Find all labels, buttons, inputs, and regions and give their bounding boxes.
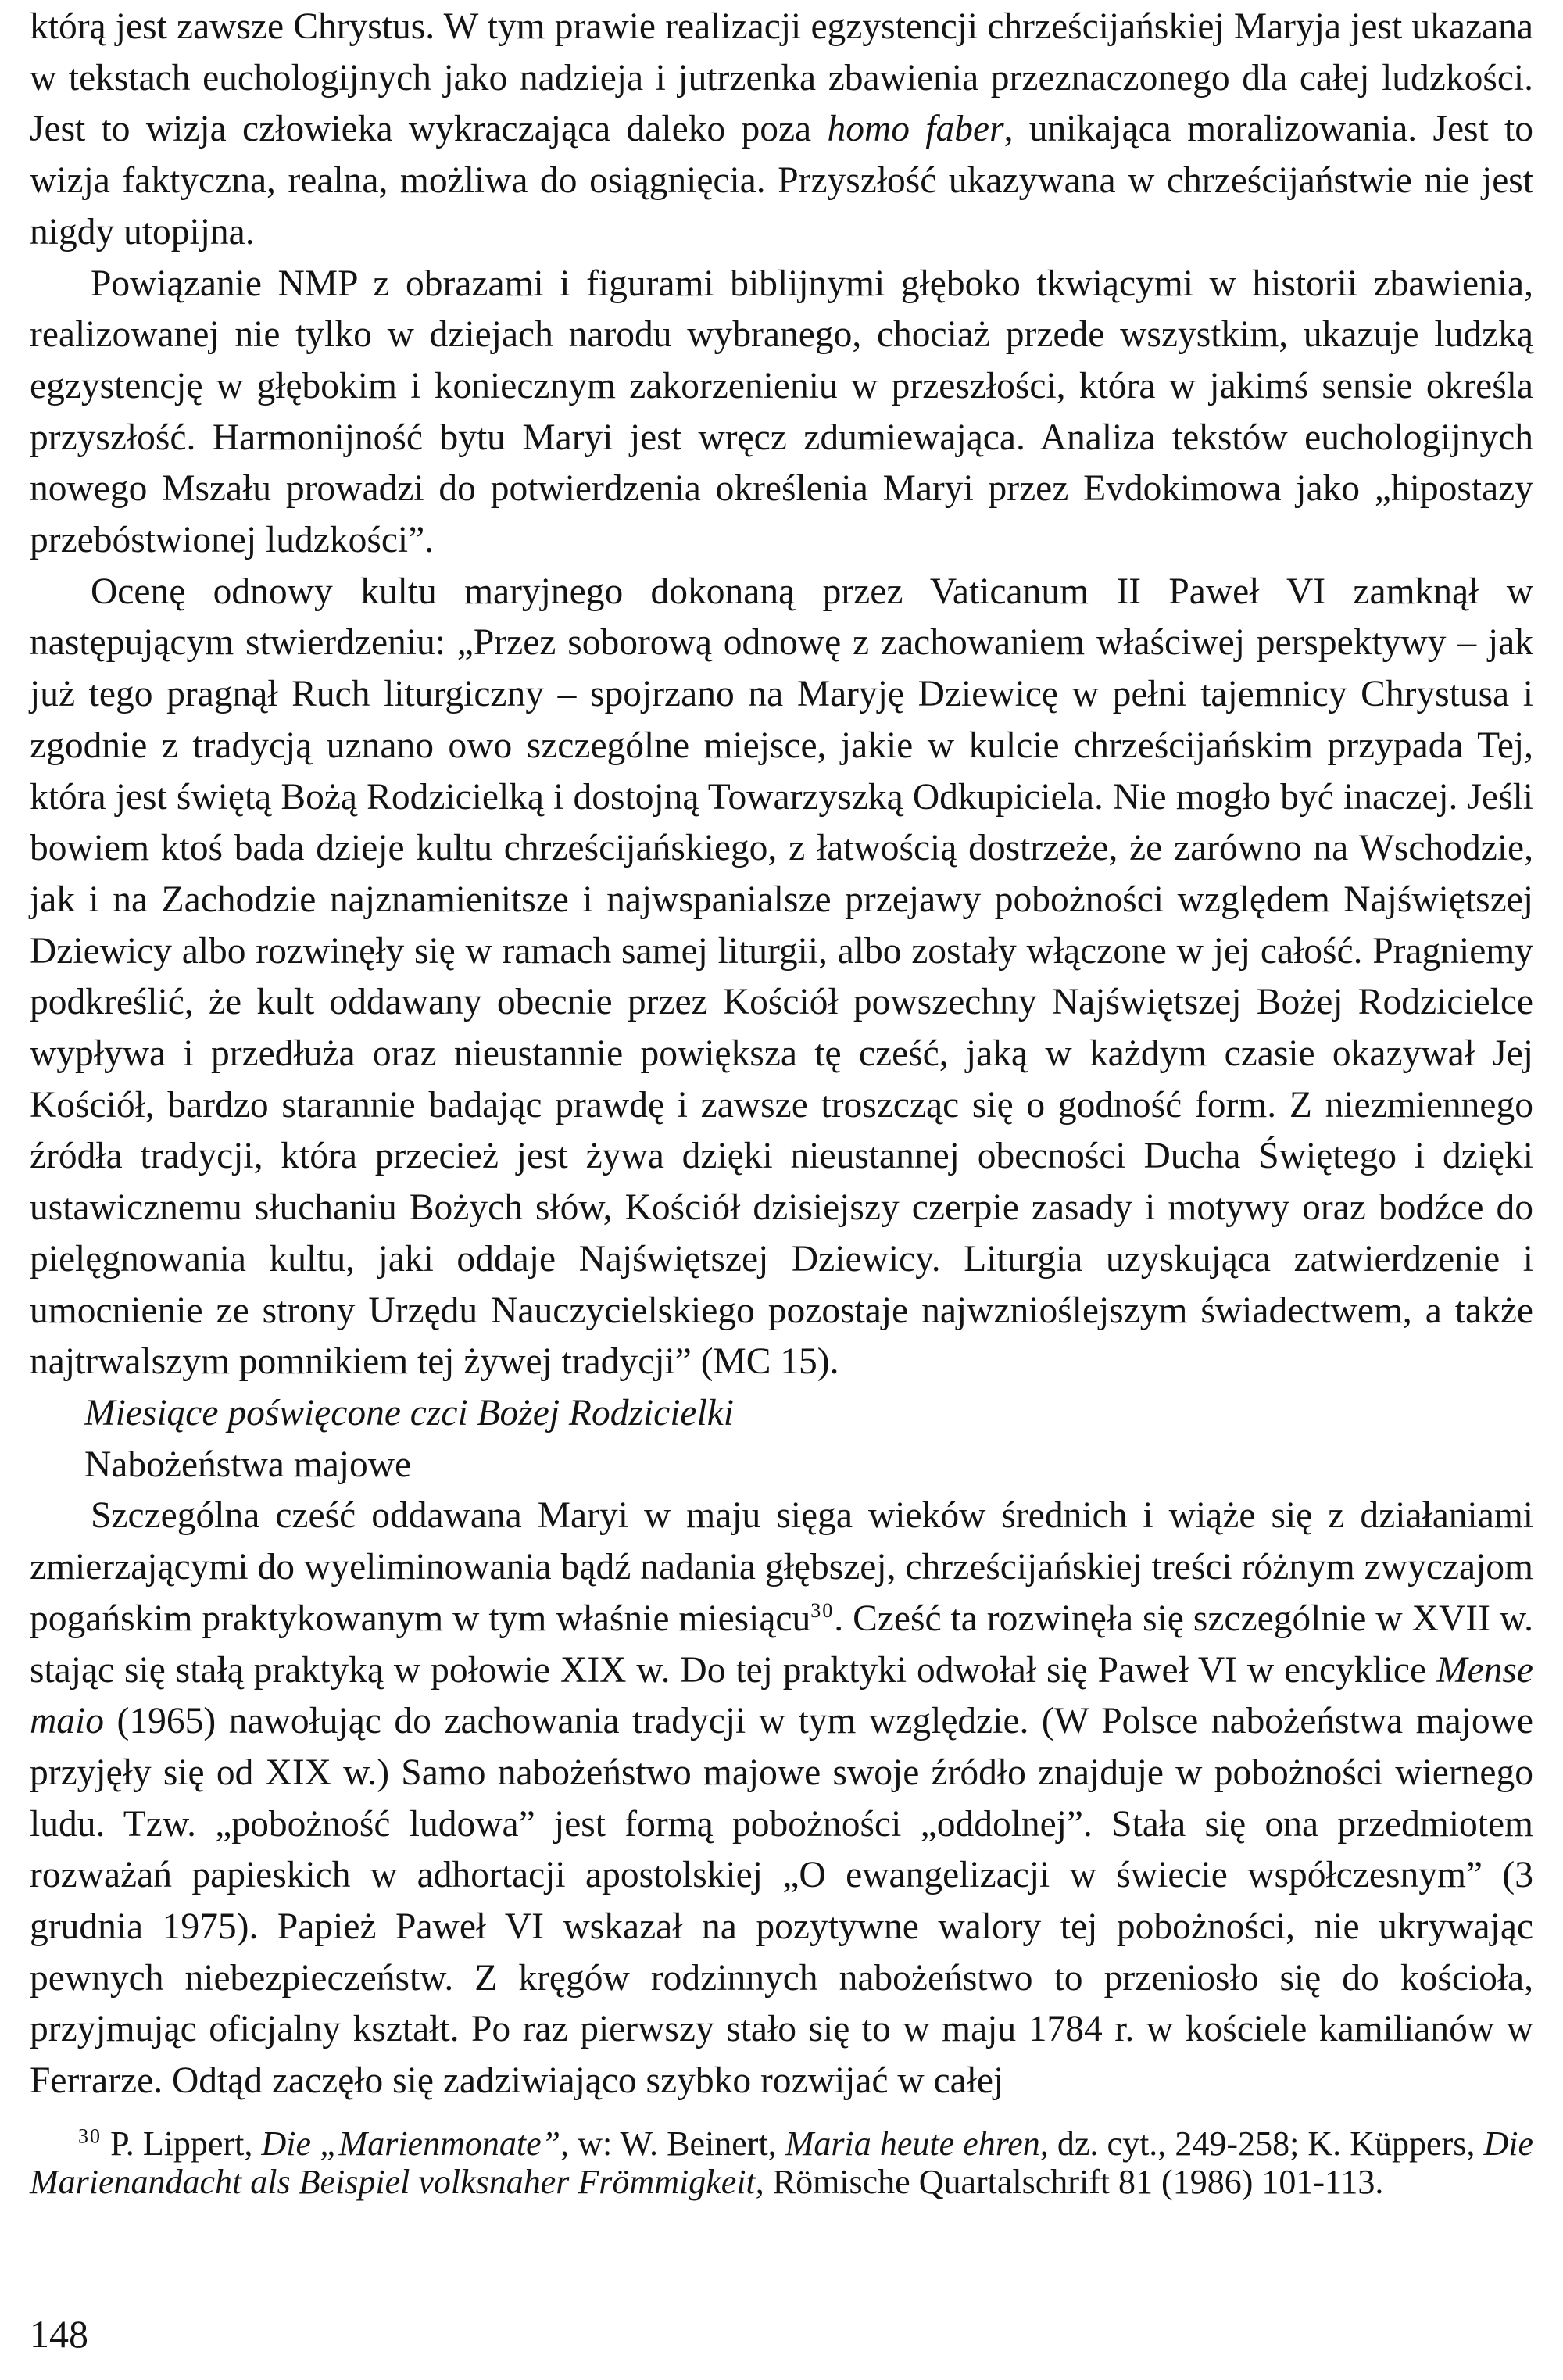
text-run: , dz. cyt., 249-258; K. Küppers,	[1039, 2124, 1484, 2163]
body-text	[30, 2, 1533, 2107]
italic-text: Mense maio	[30, 1649, 1533, 1742]
italic-text: Die „Marienmonate”	[261, 2124, 561, 2163]
paragraph-1	[30, 2, 1533, 259]
text-run: , unikająca moralizowania. Jest to wizja faktyczna, realna, możliwa do osiągnięcia. Przyszłość ukazywana w chrześcijaństwie nie jest nigdy utopijna.	[30, 109, 1534, 252]
paragraph-3	[30, 567, 1533, 1388]
footnote-30	[30, 2124, 1533, 2201]
paragraph-2	[30, 259, 1533, 567]
footnote-marker: 30	[810, 1598, 835, 1622]
text-run: Powiązanie NMP z obrazami i figurami biblijnymi głęboko tkwiącymi w historii zbawienia, realizowanej nie tylko w dziejach narodu wybranego, chociaż przede wszystkim, ukazuje ludzką egzystencję w głębokim i koniecznym zakorzenieniu w przeszłości, która w jakimś sensie określa przyszłość. Harmonijność bytu Maryi jest wręcz zdumiewająca. Analiza tekstów euchologijnych nowego Mszału prowadzi do potwierdzenia określenia Maryi przez Evdokimowa jako „hipostazy przebóstwionej ludzkości”.	[30, 263, 1533, 561]
italic-text: Die Marienandacht als Beispiel volksnaher Frömmigkeit	[30, 2124, 1534, 2201]
text-run: którą jest zawsze Chrystus. W tym prawie realizacji egzystencji chrześcijańskiej Maryja jest ukazana w tekstach euchologijnych jako nadzieja i jutrzenka zbawienia przeznaczonego dla całej ludzkości. Jest to wizja człowieka wykraczająca daleko poza	[30, 6, 1533, 150]
subsection-heading: Nabożeństwa majowe	[84, 1444, 412, 1485]
text-run: P. Lippert,	[102, 2124, 262, 2163]
text-run: , w: W. Beinert,	[560, 2124, 785, 2163]
italic-text: Maria heute ehren	[785, 2124, 1040, 2163]
italic-text: homo faber	[827, 109, 1004, 150]
text-run: (1965) nawołując do zachowania tradycji w tym względzie. (W Polsce nabożeństwa majowe przyjęły się od XIX w.) Samo nabożeństwo majowe swoje źródło znajduje w pobożności wiernego ludu. Tzw. „pobożność ludowa” jest formą pobożności „oddolnej”. Stała się ona przedmiotem rozważań papieskich w adhortacji apostolskiej „O ewangelizacji w świecie współczesnym” (3 grudnia 1975). Papież Paweł VI wskazał na pozytywne walory tej pobożności, nie ukrywając pewnych niebezpieczeństw. Z kręgów rodzinnych nabożeństwo to przeniosło się do kościoła, przyjmując oficjalny kształt. Po raz pierwszy stało się to w maju 1784 r. w kościele kamilianów w Ferrarze. Odtąd zaczęło się zadziwiająco szybko rozwijać w całej	[30, 1701, 1533, 2102]
text-run: Ocenę odnowy kultu maryjnego dokonaną przez Vaticanum II Paweł VI zamknął w następującym stwierdzeniu: „Przez soborową odnowę z zachowaniem właściwej perspektywy – jak już tego pragnął Ruch liturgiczny – spojrzano na Maryję Dziewicę w pełni tajemnicy Chrystusa i zgodnie z tradycją uznano owo szczególne miejsce, jakie w kulcie chrześcijańskim przypada Tej, która jest świętą Bożą Rodzicielką i dostojną Towarzyszką Odkupiciela. Nie mogło być inaczej. Jeśli bowiem ktoś bada dzieje kultu chrześcijańskiego, z łatwością dostrzeże, że zarówno na Wschodzie, jak i na Zachodzie najznamienitsze i najwspanialsze przejawy pobożności względem Najświętszej Dziewicy albo rozwinęły się w ramach samej liturgii, albo zostały włączone w jej całość. Pragniemy podkreślić, że kult oddawany obecnie przez Kościół powszechny Najświętszej Bożej Rodzicielce wypływa i przedłuża oraz nieustannie powiększa tę cześć, jaką w każdym czasie okazywał Jej Kościół, bardzo starannie badając prawdę i zawsze troszcząc się o godność form. Z niezmiennego źródła tradycji, która przecież jest żywa dzięki nieustannej obecności Ducha Świętego i dzięki ustawicznemu słuchaniu Bożych słów, Kościół dzisiejszy czerpie zasady i motywy oraz bodźce do pielęgnowania kultu, jaki oddaje Najświętszej Dziewicy. Liturgia uzyskująca zatwierdzenie i umocnienie ze strony Urzędu Nauczycielskiego pozostaje najwznioślejszym świadectwem, a także najtrwalszym pomnikiem tej żywej tradycji” (MC 15).	[30, 571, 1533, 1383]
text-run: . Cześć ta rozwinęła się szczególnie w XVII w. stając się stałą praktyką w połowie XIX w. Do tej praktyki odwołał się Paweł VI w encyklice	[30, 1598, 1534, 1691]
paragraph-4	[30, 1491, 1533, 2106]
text-run: Szczególna cześć oddawana Maryi w maju sięga wieków średnich i wiąże się z działaniami zmierzającymi do wyeliminowania bądź nadania głębszej, chrześcijańskiej treści różnym zwyczajom pogańskim praktykowanym w tym właśnie miesiącu	[30, 1495, 1533, 1639]
section-heading: Miesiące poświęcone czci Bożej Rodzicielki	[84, 1392, 734, 1433]
footnote	[30, 2124, 1533, 2201]
footnote-marker: 30	[78, 2124, 102, 2148]
page-number: 148	[30, 2312, 88, 2356]
text-run: , Römische Quartalschrift 81 (1986) 101-113.	[755, 2163, 1384, 2201]
